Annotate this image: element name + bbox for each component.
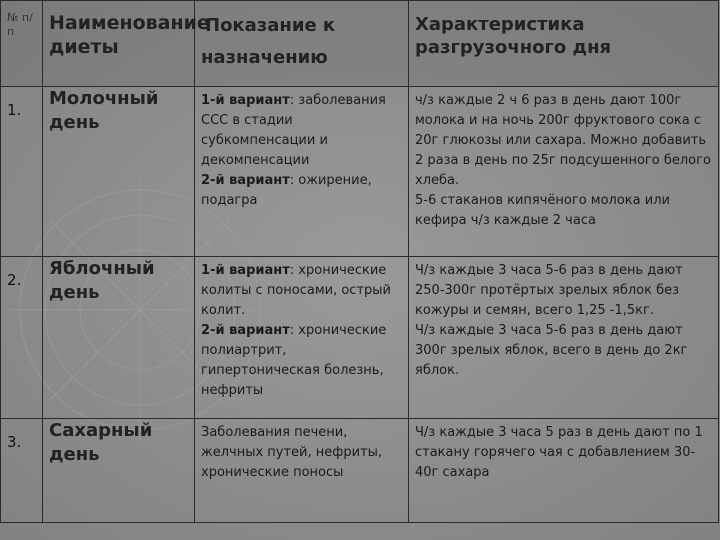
characteristic-cell: [409, 87, 719, 257]
characteristic-paragraph: 5-6 стаканов кипячёного молока или кефира ч/з каждые 2 часа: [415, 193, 670, 228]
indication-cell: [195, 419, 409, 523]
variant-1-label: 1-й вариант: [201, 263, 290, 278]
variant-2-text: хронические полиартрит, гипертоническая болезнь, нефриты: [201, 323, 387, 398]
variant-2-label: 2-й вариант: [201, 173, 290, 188]
row-number: 2.: [1, 257, 43, 419]
header-number: № п/п: [1, 1, 43, 87]
characteristic-paragraph: Ч/з каждые 3 часа 5 раз в день дают по 1 стакану горячего чая с добавлением 30-40г сахара: [415, 425, 703, 480]
header-diet-name: Наименование диеты: [43, 1, 195, 87]
table-row: [1, 87, 719, 257]
characteristic-paragraph: Ч/з каждые 3 часа 5-6 раз в день дают 250-300г протёртых зрелых яблок без кожуры и семян, всего 1,25 -1,5кг.: [415, 263, 683, 318]
characteristic-paragraph: ч/з каждые 2 ч 6 раз в день дают 100г молока и на ночь 200г фруктового сока с 20г глюкозы или сахара. Можно добавить 2 раза в день по 25г подсушенного белого хлеба.: [415, 93, 711, 188]
diet-name: Яблочный день: [43, 257, 195, 419]
row-number: 3.: [1, 419, 43, 523]
header-indication-line-2: назначению: [201, 47, 328, 68]
variant-2-label: 2-й вариант: [201, 323, 290, 338]
variant-1-label: 1-й вариант: [201, 93, 290, 108]
header-indication: [195, 1, 409, 87]
row-number: 1.: [1, 87, 43, 257]
indication-cell: 1-й вариант: заболевания ССС в стадии субкомпенсации и декомпенсации 2-й вариант: ожирение, подагра: [195, 87, 409, 257]
indication-cell: 1-й вариант: хронические колиты с поносами, острый колит. 2-й вариант: хронические полиартрит, гипертоническая болезнь, нефриты: [195, 257, 409, 419]
table-row: [1, 419, 719, 523]
diet-name: Молочный день: [43, 87, 195, 257]
table-row: [1, 257, 719, 419]
indication-text: Заболевания печени, желчных путей, нефриты, хронические поносы: [201, 425, 383, 480]
characteristic-paragraph: Ч/з каждые 3 часа 5-6 раз в день дают 300г зрелых яблок, всего в день до 2кг яблок.: [415, 323, 688, 378]
characteristic-cell: [409, 257, 719, 419]
header-indication-line-1: Показание к: [205, 15, 336, 36]
diet-name: Сахарный день: [43, 419, 195, 523]
variant-1-text: хронические колиты с поносами, острый колит.: [201, 263, 391, 318]
characteristic-cell: [409, 419, 719, 523]
header-characteristic: Характеристика разгрузочного дня: [409, 1, 719, 87]
variant-1-text: заболевания ССС в стадии субкомпенсации и декомпенсации: [201, 93, 386, 168]
variant-2-text: ожирение, подагра: [201, 173, 372, 208]
table-header-row: [1, 1, 719, 87]
